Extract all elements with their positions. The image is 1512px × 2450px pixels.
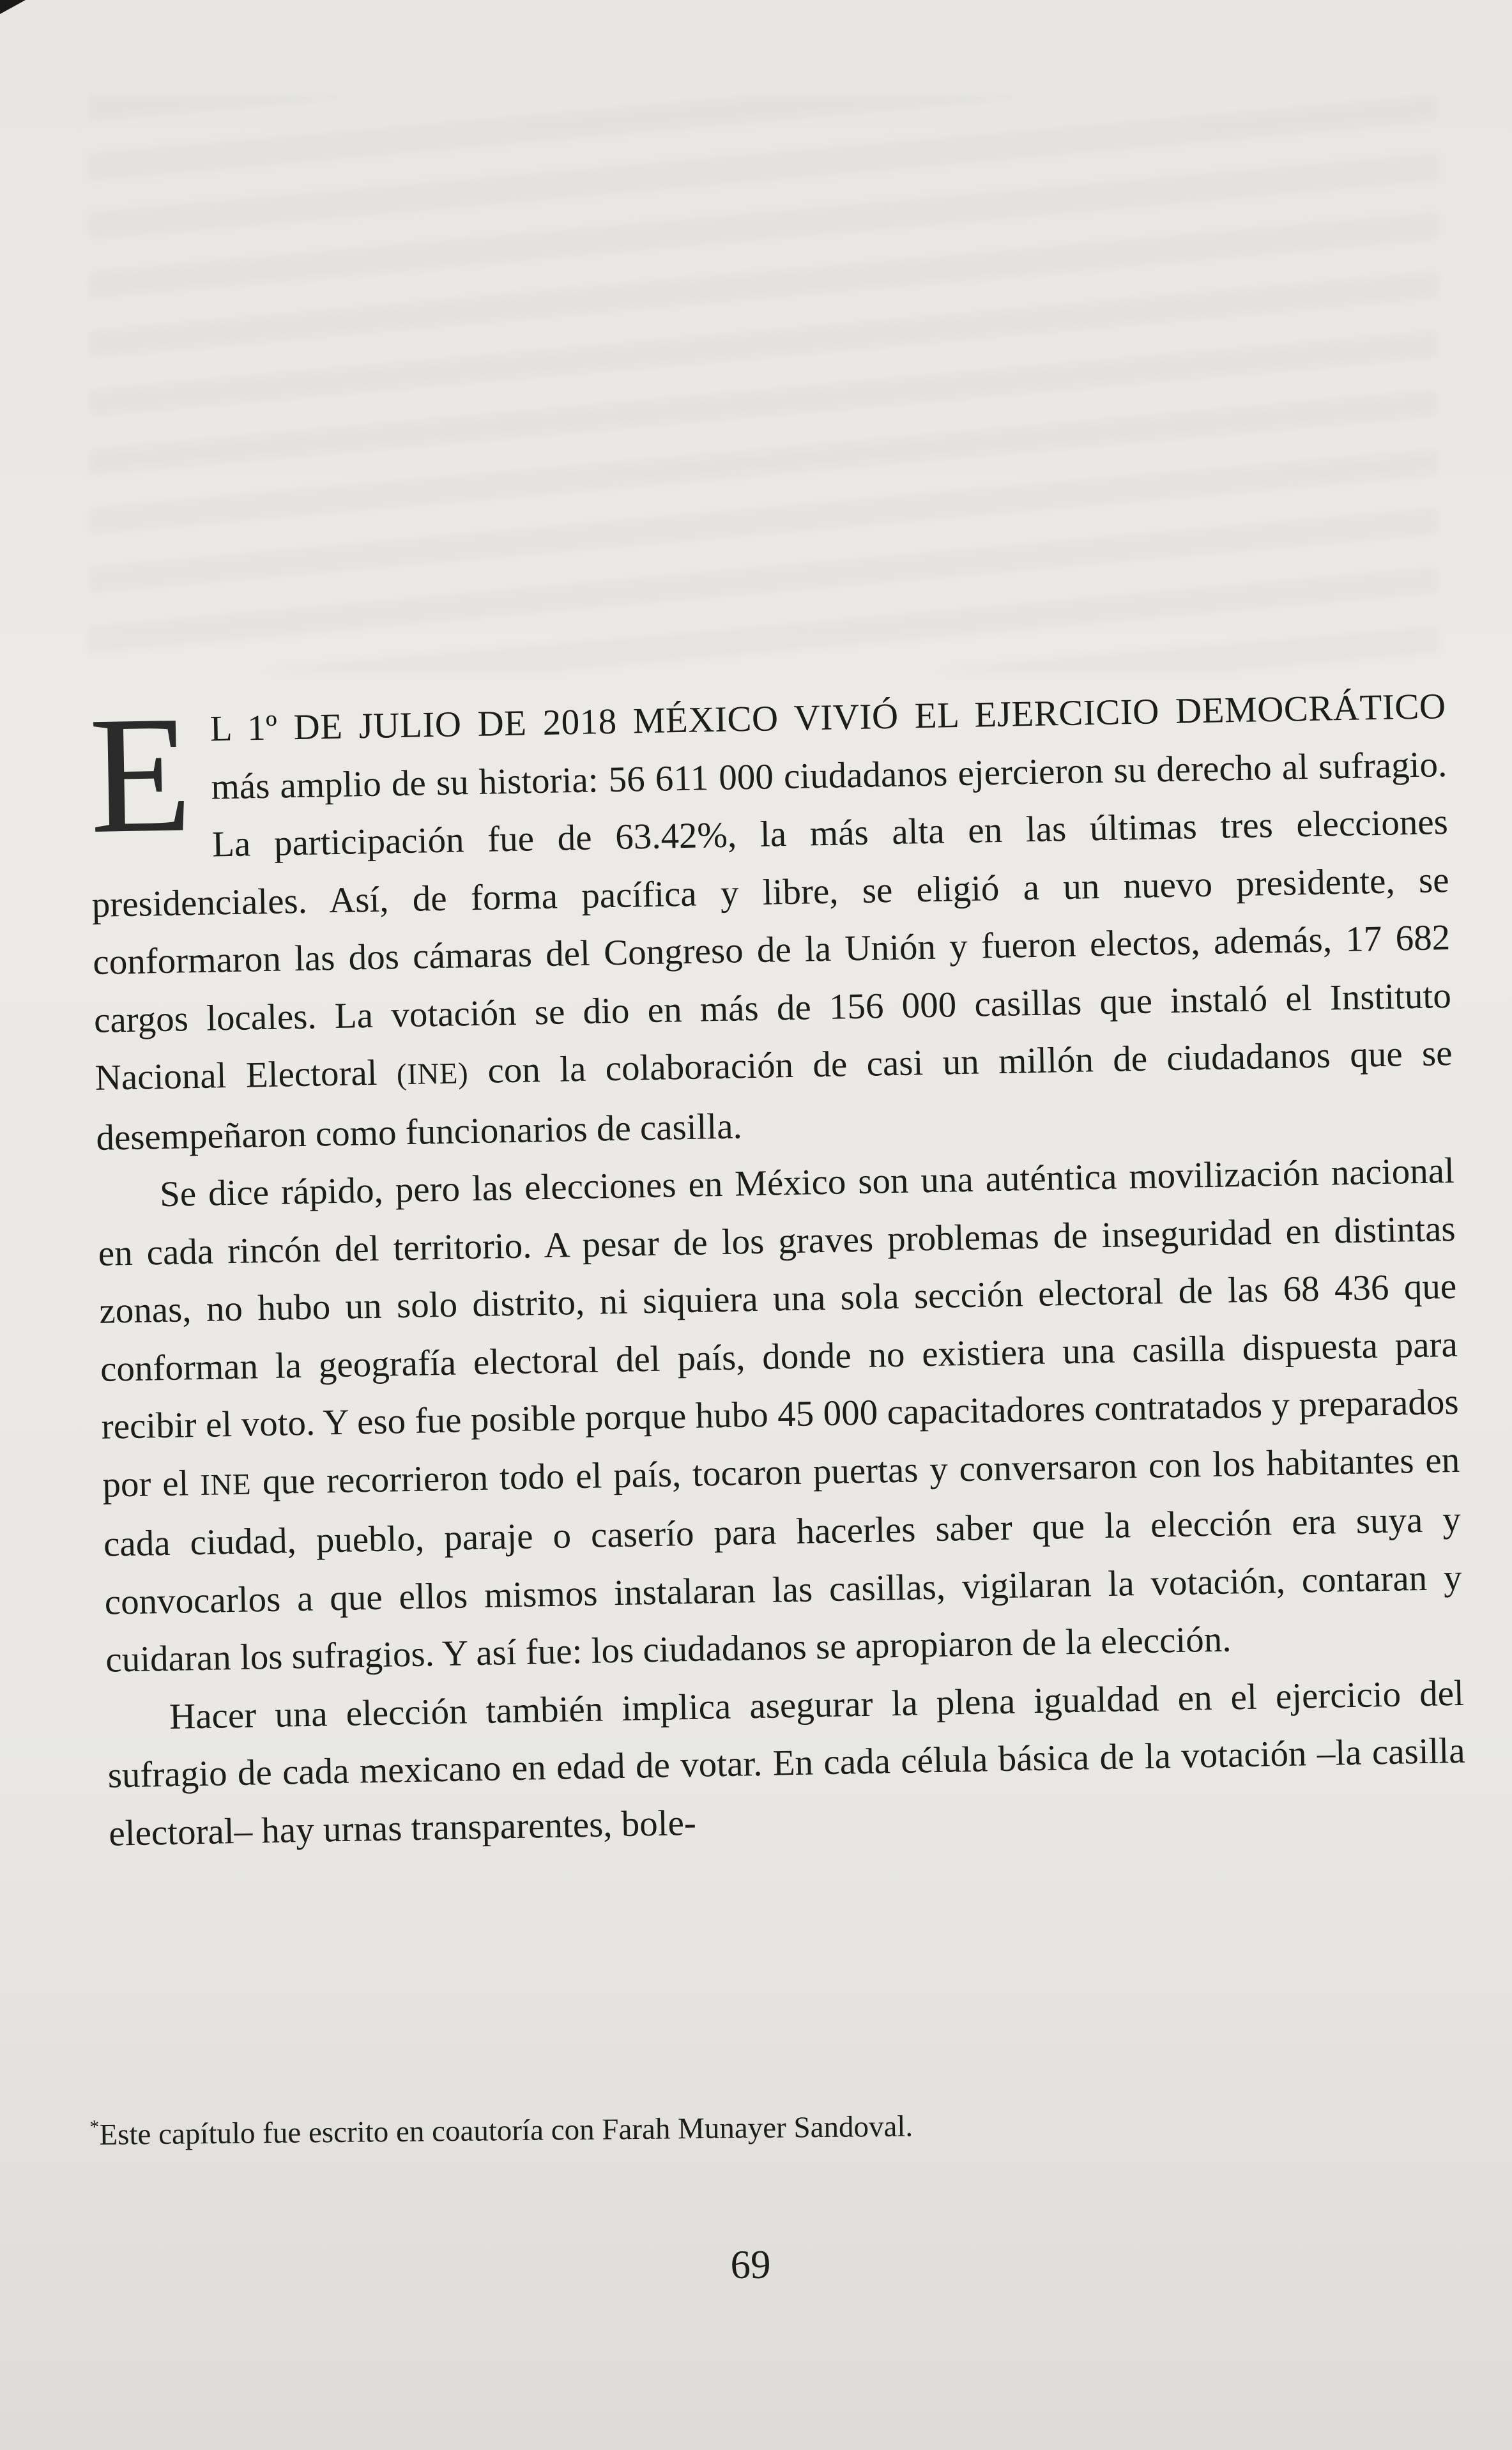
footnote-marker: *: [89, 2116, 100, 2138]
paragraph-1-end: con la colaboración de casi un millón de ciudadanos que se desempeñaron como funcionarios de casilla.: [95, 1032, 1453, 1158]
chapter-body: [88, 678, 1467, 1863]
show-through-text: [89, 96, 1437, 671]
page-corner-shadow: [0, 0, 26, 14]
ine-abbreviation: INE: [199, 1467, 252, 1502]
paragraph-2-end: que recorrieron todo el país, tocaron puertas y conversaron con los habitantes en cada ciudad, pueblo, paraje o caserío para hacerles saber que la elección era suya y convocarlos a que ellos mismos instalaran las casillas, vigilaran la votación, contaran y cuidaran los sufragios. Y así fue: los ciudadanos se apropiaron de la elección.: [103, 1439, 1463, 1680]
footnote: [89, 2094, 1432, 2154]
paragraph-2: [96, 1142, 1463, 1689]
paragraph-2-text: Se dice rápido, pero las elecciones en México son una auténtica movilización nacional en cada rincón del territorio. A pesar de los graves problemas de inseguridad en distintas zonas, no hubo un solo distrito, ni siquiera una sola sección electoral de las 68 436 que conforman la geografía electoral del país, donde no existiera una casilla dispuesta para recibir el voto. Y eso fue posible porque hubo 45 000 capacitadores contratados y preparados por el: [98, 1150, 1459, 1505]
page-number: 69: [730, 2242, 771, 2287]
opening-smallcaps: L 1º DE JULIO DE 2018 MÉXICO VIVIÓ EL EJERCICIO DEMOCRÁTICO: [210, 686, 1447, 749]
paragraph-3: Hacer una elección también implica asegurar la plena igualdad en el ejercicio del sufragio de cada mexicano en edad de votar. En cada célula básica de la votación –la casilla electoral– hay urnas transparentes, bole-: [107, 1673, 1465, 1854]
drop-cap: E: [88, 681, 194, 868]
footnote-text: Este capítulo fue escrito en coautoría con Farah Munayer Sandoval.: [99, 2109, 913, 2152]
paragraph-1: [88, 678, 1454, 1167]
ine-abbreviation: (INE): [396, 1057, 469, 1092]
paragraph-1-text: más amplio de su historia: 56 611 000 ciudadanos ejercieron su derecho al sufragio. La participación fue de 63.42%, la más alta en las últimas tres elecciones presidenciales. Así, de forma pacífica y libre, se eligió a un nuevo presidente, se conformaron las dos cámaras del Congreso de la Unión y fueron electos, además, 17 682 cargos locales. La votación se dio en más de 156 000 casillas que instaló el Instituto Nacional Electoral: [91, 744, 1452, 1098]
